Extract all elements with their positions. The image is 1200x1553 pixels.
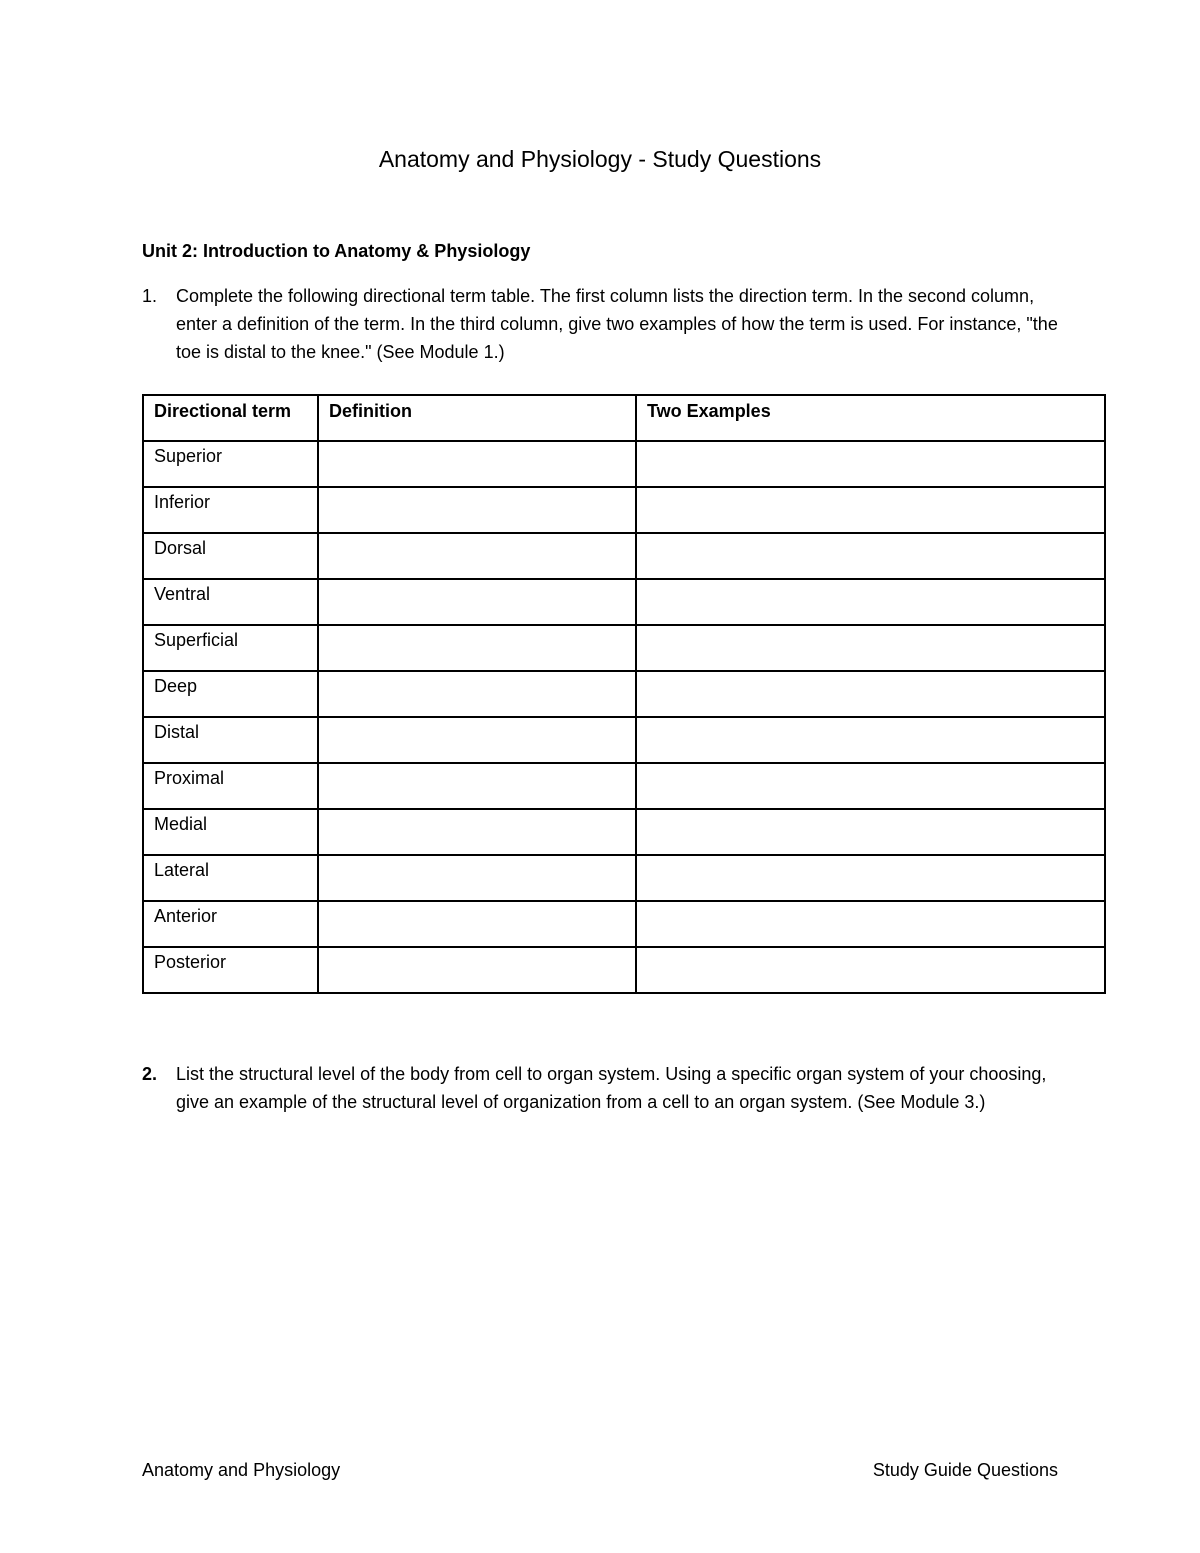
definition-cell[interactable] <box>318 855 636 901</box>
definition-cell[interactable] <box>318 671 636 717</box>
table-row <box>143 717 1105 763</box>
header-definition: Definition <box>318 395 636 441</box>
table-row <box>143 579 1105 625</box>
examples-cell[interactable] <box>636 901 1105 947</box>
header-two-examples: Two Examples <box>636 395 1105 441</box>
table-row <box>143 763 1105 809</box>
examples-cell[interactable] <box>636 809 1105 855</box>
term-cell: Superior <box>143 441 318 487</box>
table-row <box>143 625 1105 671</box>
term-cell: Inferior <box>143 487 318 533</box>
definition-cell[interactable] <box>318 487 636 533</box>
table-row <box>143 809 1105 855</box>
term-cell: Ventral <box>143 579 318 625</box>
footer-right: Study Guide Questions <box>872 1460 1058 1480</box>
table-row <box>143 441 1105 487</box>
term-cell: Posterior <box>143 947 318 993</box>
definition-cell[interactable] <box>318 625 636 671</box>
term-cell: Medial <box>143 809 318 855</box>
unit-heading: Unit 2: Introduction to Anatomy & Physiology <box>142 241 531 261</box>
examples-cell[interactable] <box>636 717 1105 763</box>
term-cell: Lateral <box>143 855 318 901</box>
question-1 <box>142 282 1072 366</box>
question-2 <box>142 1060 1072 1116</box>
table-row <box>143 901 1105 947</box>
examples-cell[interactable] <box>636 763 1105 809</box>
table-row <box>143 671 1105 717</box>
table-header-row <box>143 395 1105 441</box>
header-directional-term: Directional term <box>143 395 318 441</box>
definition-cell[interactable] <box>318 901 636 947</box>
term-cell: Dorsal <box>143 533 318 579</box>
term-cell: Anterior <box>143 901 318 947</box>
directional-term-table <box>142 394 1106 994</box>
examples-cell[interactable] <box>636 441 1105 487</box>
examples-cell[interactable] <box>636 671 1105 717</box>
table-row <box>143 855 1105 901</box>
term-cell: Proximal <box>143 763 318 809</box>
question-1-number: 1. <box>142 286 158 306</box>
definition-cell[interactable] <box>318 809 636 855</box>
table-row <box>143 533 1105 579</box>
question-1-text: Complete the following directional term table. The first column lists the direction term. In the second column, enter a definition of the term. In the third column, give two examples of how the term is used. For instance, "the toe is distal to the knee." (See Module 1.) <box>176 286 1058 362</box>
definition-cell[interactable] <box>318 947 636 993</box>
definition-cell[interactable] <box>318 579 636 625</box>
table-row <box>143 487 1105 533</box>
term-cell: Distal <box>143 717 318 763</box>
definition-cell[interactable] <box>318 533 636 579</box>
examples-cell[interactable] <box>636 855 1105 901</box>
examples-cell[interactable] <box>636 579 1105 625</box>
table-row <box>143 947 1105 993</box>
page-title: Anatomy and Physiology - Study Questions <box>378 146 822 172</box>
examples-cell[interactable] <box>636 533 1105 579</box>
question-2-number: 2. <box>142 1064 158 1084</box>
term-cell: Superficial <box>143 625 318 671</box>
term-cell: Deep <box>143 671 318 717</box>
question-2-text: List the structural level of the body from cell to organ system. Using a specific organ system of your choosing, give an example of the structural level of organization from a cell to an organ system. (See Module 3.) <box>176 1064 1047 1112</box>
footer-left: Anatomy and Physiology <box>142 1460 341 1480</box>
examples-cell[interactable] <box>636 625 1105 671</box>
definition-cell[interactable] <box>318 717 636 763</box>
definition-cell[interactable] <box>318 763 636 809</box>
examples-cell[interactable] <box>636 487 1105 533</box>
definition-cell[interactable] <box>318 441 636 487</box>
examples-cell[interactable] <box>636 947 1105 993</box>
